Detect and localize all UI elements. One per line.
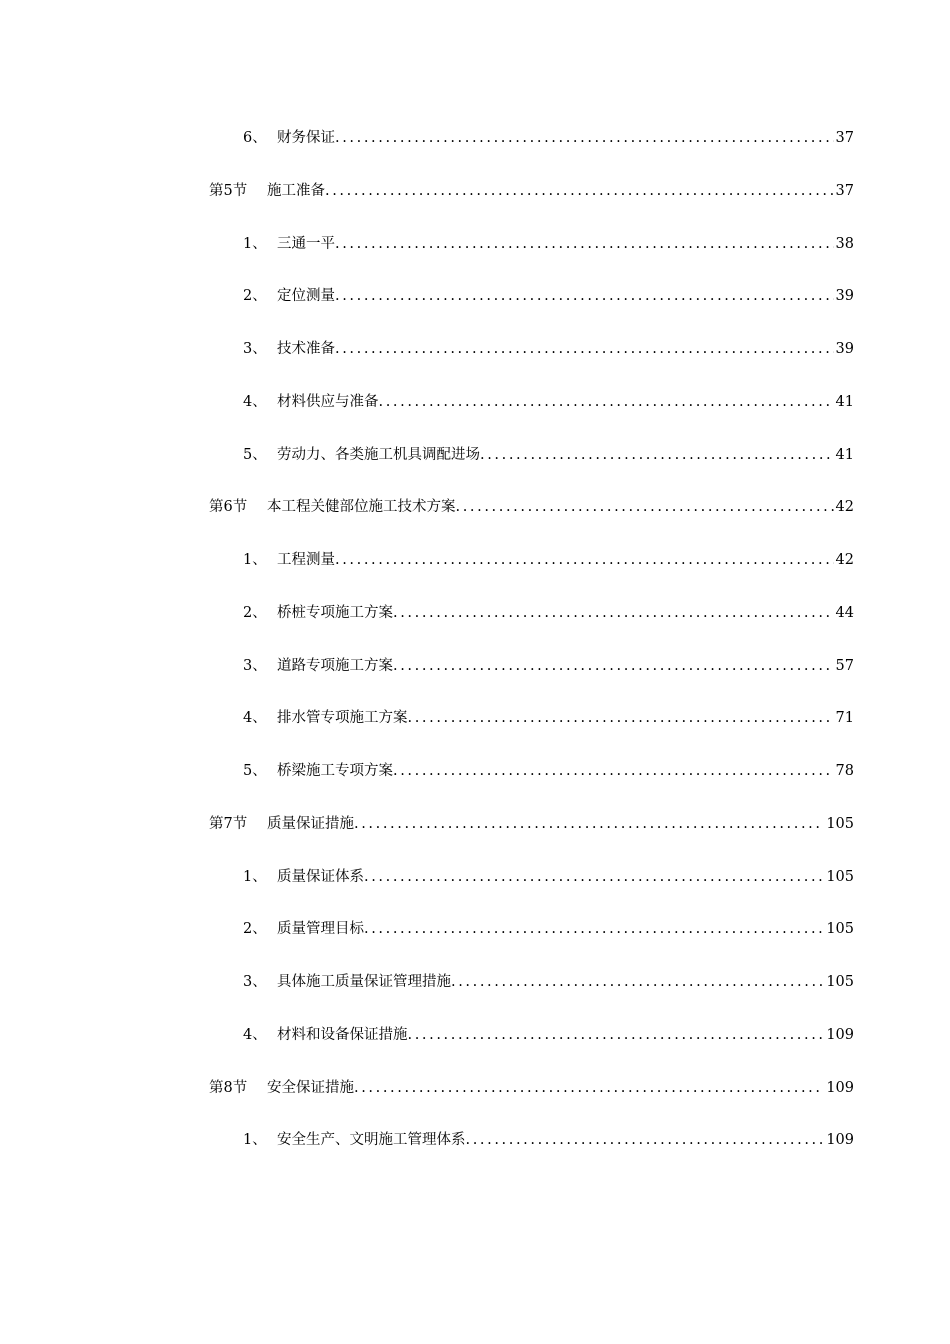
toc-entry-number: 第6节 [209,499,248,516]
toc-entry-number: 第5节 [209,182,248,199]
toc-entry-title: 材料和设备保证措施 [277,1026,408,1043]
toc-dot-leader [408,707,834,729]
toc-dot-leader [451,971,824,993]
toc-entry[interactable] [243,338,854,360]
toc-entry-title: 施工准备 [267,182,325,199]
toc-entry-page-number: 37 [835,130,854,146]
toc-entry-number: 3、 [243,974,267,990]
toc-entry-number: 3、 [243,341,267,357]
toc-entry-number: 4、 [243,393,267,410]
toc-entry-number: 5、 [243,763,267,779]
toc-entry[interactable] [243,971,854,993]
toc-dot-leader [364,918,824,940]
toc-dot-leader [354,1077,824,1099]
toc-entry-page-number: 42 [835,552,854,568]
toc-entry-number: 1、 [243,235,267,252]
toc-entry-title: 质量保证体系 [277,868,364,885]
toc-entry-page-number: 41 [835,393,854,410]
toc-entry[interactable] [243,127,854,149]
toc-entry-page-number: 37 [835,182,854,199]
toc-entry-number: 1、 [243,1132,267,1149]
toc-entry-page-number: 109 [826,1132,854,1149]
toc-entry-number: 1、 [243,552,267,568]
toc-entry-number: 1、 [243,868,267,885]
toc-entry-number: 3、 [243,657,267,674]
toc-entry-number: 6、 [243,130,267,146]
toc-dot-leader [364,866,824,888]
toc-entry-title: 本工程关健部位施工技术方案 [267,499,456,516]
toc-entry-page-number: 105 [826,868,854,885]
toc-entry-page-number: 44 [835,604,854,621]
toc-entry[interactable] [243,655,854,677]
toc-dot-leader [335,338,834,360]
toc-dot-leader [335,233,834,255]
toc-entry-title: 技术准备 [277,341,335,357]
toc-entry-title: 桥梁施工专项方案 [277,763,393,779]
toc-entry-title: 排水管专项施工方案 [277,710,408,727]
toc-entry[interactable] [243,866,854,888]
toc-entry-number: 2、 [243,921,267,938]
toc-entry-page-number: 109 [826,1026,854,1043]
toc-entry-page-number: 105 [826,921,854,938]
toc-entry-number: 4、 [243,1026,267,1043]
toc-dot-leader [393,602,834,624]
toc-entry[interactable] [243,233,854,255]
toc-entry-page-number: 109 [826,1079,854,1096]
toc-dot-leader [325,180,834,202]
toc-entry-page-number: 57 [835,657,854,674]
toc-dot-leader [393,760,834,782]
toc-entry-title: 三通一平 [277,235,335,252]
toc-dot-leader [456,496,834,518]
toc-entry[interactable] [209,813,854,835]
toc-entry-title: 道路专项施工方案 [277,657,393,674]
toc-entry-number: 4、 [243,710,267,727]
toc-entry-title: 安全保证措施 [267,1079,354,1096]
toc-entry-title: 质量管理目标 [277,921,364,938]
toc-entry-number: 2、 [243,288,267,305]
toc-entry-page-number: 105 [826,815,854,832]
toc-entry-number: 2、 [243,604,267,621]
toc-entry-title: 劳动力、各类施工机具调配进场 [277,446,480,463]
toc-entry-title: 桥桩专项施工方案 [277,604,393,621]
toc-entry-page-number: 71 [835,710,854,727]
toc-entry[interactable] [209,496,854,518]
toc-entry-title: 定位测量 [277,288,335,305]
toc-entry-page-number: 38 [835,235,854,252]
toc-entry[interactable] [243,707,854,729]
toc-entry[interactable] [209,1077,854,1099]
toc-entry-title: 质量保证措施 [267,815,354,832]
toc-dot-leader [379,391,834,413]
toc-entry-page-number: 78 [835,763,854,779]
toc-entry-title: 工程测量 [277,552,335,568]
toc-dot-leader [466,1129,825,1151]
toc-entry[interactable] [243,391,854,413]
toc-entry-number: 第7节 [209,815,248,832]
toc-dot-leader [408,1024,825,1046]
toc-entry[interactable] [243,918,854,940]
toc-dot-leader [335,285,834,307]
toc-entry-page-number: 41 [835,446,854,463]
toc-dot-leader [393,655,834,677]
toc-entry-page-number: 105 [826,974,854,990]
toc-entry-page-number: 39 [835,288,854,305]
toc-entry[interactable] [243,602,854,624]
toc-entry-page-number: 42 [835,499,854,516]
toc-entry[interactable] [243,444,854,466]
toc-entry[interactable] [209,180,854,202]
toc-entry-page-number: 39 [835,341,854,357]
toc-entry[interactable] [243,1024,854,1046]
toc-dot-leader [335,127,834,149]
toc-entry-number: 第8节 [209,1079,248,1096]
toc-entry[interactable] [243,285,854,307]
toc-entry-title: 财务保证 [277,130,335,146]
toc-dot-leader [354,813,824,835]
toc-entry-title: 具体施工质量保证管理措施 [277,974,451,990]
toc-dot-leader [335,549,834,571]
toc-entry-number: 5、 [243,446,267,463]
toc-dot-leader [480,444,834,466]
toc-entry[interactable] [243,549,854,571]
toc-entry-title: 安全生产、文明施工管理体系 [277,1132,466,1149]
toc-entry[interactable] [243,760,854,782]
toc-entry-title: 材料供应与准备 [277,393,379,410]
toc-entry[interactable] [243,1129,854,1151]
